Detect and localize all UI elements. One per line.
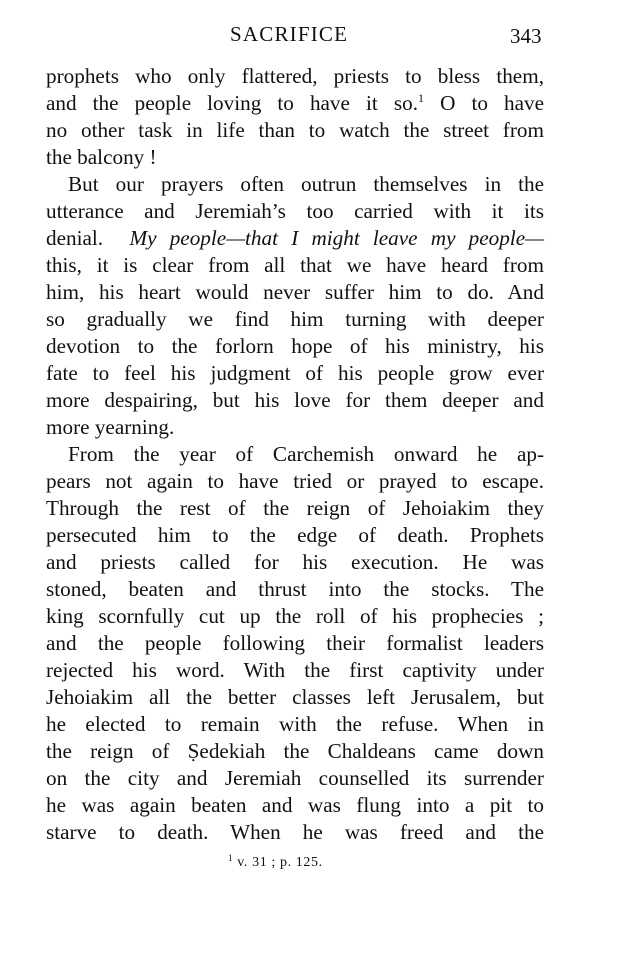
text-line: pears not again to have tried or prayed to escape. — [46, 469, 544, 493]
text-line: and the people following their formalist leaders — [46, 631, 544, 655]
footnote-marker: 1 — [228, 853, 234, 863]
text-line: so gradually we find him turning with deeper — [46, 307, 544, 331]
footnote-text: v. 31 ; p. 125. — [237, 855, 323, 870]
text-line: and the people loving to have it so.$^1$ O to have — [46, 91, 544, 115]
text-line: the reign of Ṣedekiah the Chaldeans came down — [46, 739, 544, 763]
text-line: devotion to the forlorn hope of his ministry, his — [46, 334, 544, 358]
text-line: he was again beaten and was flung into a pit to — [46, 793, 544, 817]
text-line: starve to death. When he was freed and the — [46, 820, 544, 844]
text-line: and priests called for his execution. He was — [46, 550, 544, 574]
text-line: he elected to remain with the refuse. When in — [46, 712, 544, 736]
footnote — [228, 855, 323, 871]
quotation-italic: My people—that I might leave my people— — [129, 226, 544, 250]
body-text — [46, 63, 544, 846]
text-line: From the year of Carchemish onward he ap- — [68, 442, 544, 466]
running-title: SACRIFICE — [230, 22, 349, 46]
text-line: fate to feel his judgment of his people grow ever — [46, 361, 544, 385]
text-line: denial. My people—that I might leave my people— — [46, 226, 544, 250]
paragraph-1 — [46, 63, 544, 171]
text-line: utterance and Jeremiah’s too carried with it its — [46, 199, 544, 223]
page-number: 343 — [510, 24, 542, 48]
paragraph-2 — [46, 171, 544, 441]
text-line: stoned, beaten and thrust into the stocks. The — [46, 577, 544, 601]
text-line: king scornfully cut up the roll of his prophecies ; — [46, 604, 544, 628]
paragraph-3 — [46, 441, 544, 846]
text-line: no other task in life than to watch the street from — [46, 118, 544, 142]
text-line: him, his heart would never suffer him to do. And — [46, 280, 544, 304]
running-head — [0, 22, 617, 52]
footnote-marker: 1 — [418, 91, 424, 105]
text-line: on the city and Jeremiah counselled its surrender — [46, 766, 544, 790]
text-line: rejected his word. With the first captivity under — [46, 658, 544, 682]
text-line: But our prayers often outrun themselves in the — [68, 172, 544, 196]
text-line: this, it is clear from all that we have heard from — [46, 253, 544, 277]
text-line: Through the rest of the reign of Jehoiakim they — [46, 496, 544, 520]
text-line: more yearning. — [46, 415, 175, 439]
text-line: persecuted him to the edge of death. Prophets — [46, 523, 544, 547]
text-line: the balcony ! — [46, 145, 157, 169]
text-line: prophets who only flattered, priests to bless them, — [46, 64, 544, 88]
text-line: more despairing, but his love for them deeper and — [46, 388, 544, 412]
text-line: Jehoiakim all the better classes left Jerusalem, but — [46, 685, 544, 709]
